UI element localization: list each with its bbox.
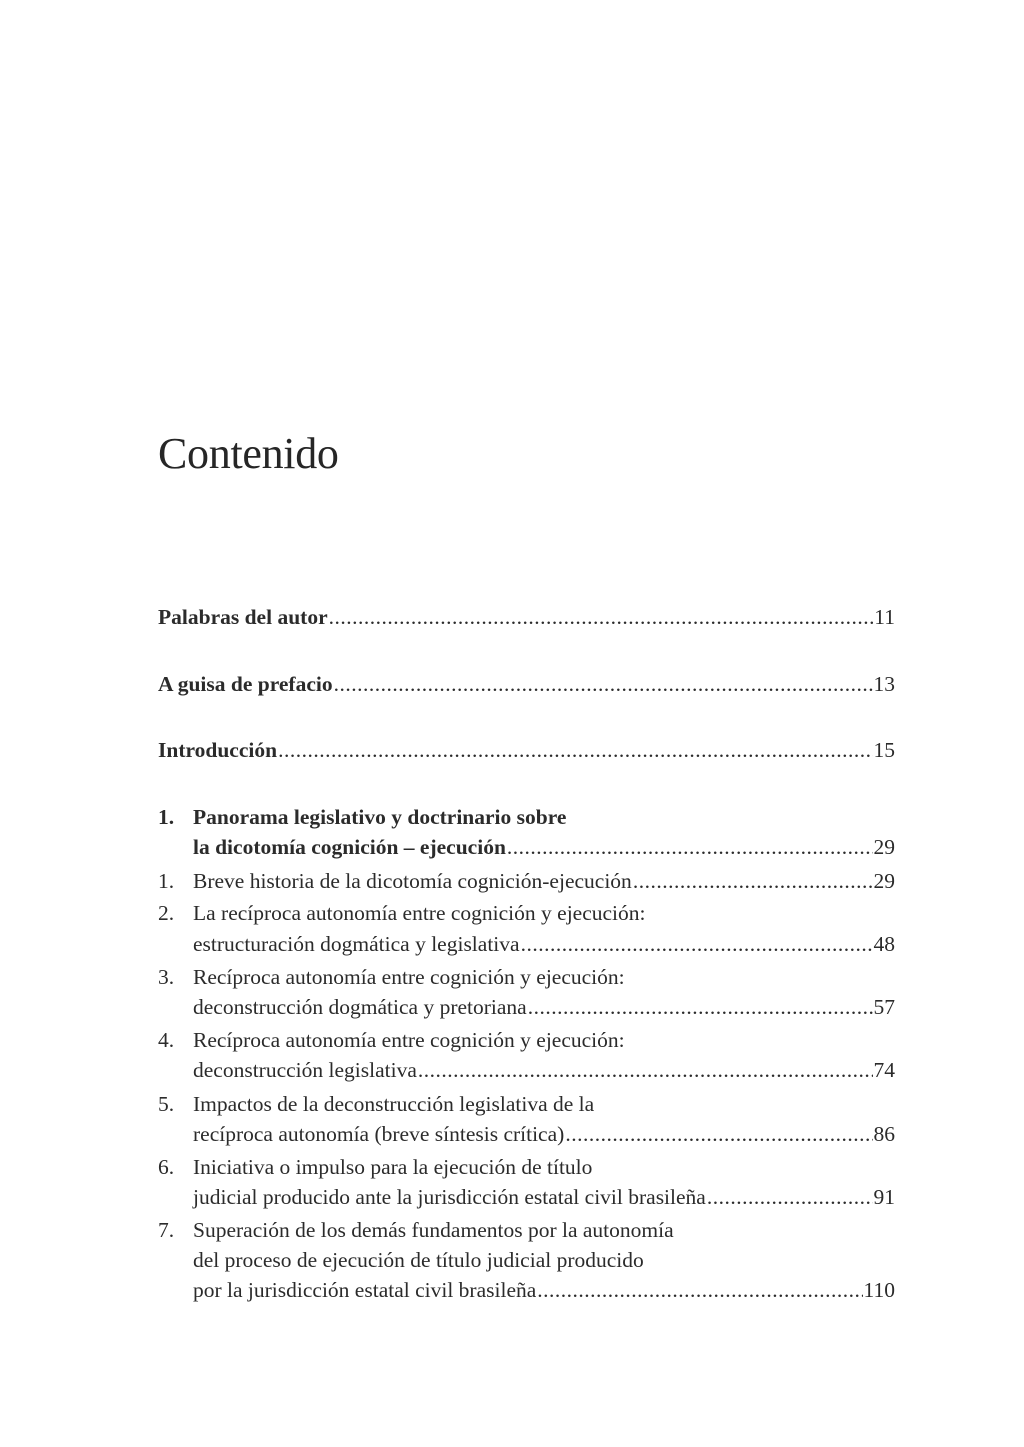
- toc-page-number: 57: [873, 995, 895, 1019]
- section-number: 7.: [158, 1218, 175, 1242]
- dot-leader: [418, 1055, 873, 1085]
- toc-page-number: 110: [863, 1278, 895, 1302]
- section-line: [193, 1275, 895, 1305]
- dot-leader: [537, 1275, 862, 1305]
- section-title-text: Breve historia de la dicotomía cognición-ejecución: [193, 869, 632, 893]
- section-line: [193, 929, 895, 959]
- section-line: [193, 1119, 895, 1149]
- section-title-text: Recíproca autonomía entre cognición y ejecución:: [193, 1028, 625, 1052]
- dot-leader: [334, 669, 873, 699]
- toc-page-number: 11: [874, 605, 895, 629]
- toc-page-number: 29: [873, 835, 895, 859]
- dot-leader: [278, 735, 872, 765]
- section-number: 1.: [158, 869, 175, 893]
- section-line: [193, 1089, 895, 1119]
- dot-leader: [329, 602, 874, 632]
- section-line: [193, 1152, 895, 1182]
- dot-leader: [521, 929, 873, 959]
- dot-leader: [565, 1119, 872, 1149]
- toc-page-number: 86: [873, 1122, 895, 1146]
- chapter-title-line-1: [193, 802, 895, 832]
- dot-leader: [528, 992, 873, 1022]
- page-title: Contenido: [158, 429, 339, 478]
- section-number: 3.: [158, 965, 175, 989]
- section-line: [193, 1182, 895, 1212]
- toc-entry-title: Introducción: [158, 738, 278, 762]
- toc-entry-title: Palabras del autor: [158, 605, 328, 629]
- toc-page-number: 74: [873, 1058, 895, 1082]
- section-title-text: por la jurisdicción estatal civil brasileña: [193, 1278, 537, 1302]
- toc-page-number: 48: [873, 932, 895, 956]
- dot-leader: [707, 1182, 873, 1212]
- section-title-text: recíproca autonomía (breve síntesis crítica): [193, 1122, 565, 1146]
- section-title-text: deconstrucción legislativa: [193, 1058, 417, 1082]
- section-line: [193, 866, 895, 896]
- toc-entry-palabras[interactable]: [158, 602, 895, 632]
- section-title-text: deconstrucción dogmática y pretoriana: [193, 995, 527, 1019]
- chapter-title-text: Panorama legislativo y doctrinario sobre: [193, 805, 567, 829]
- toc-entry-title: A guisa de prefacio: [158, 672, 333, 696]
- section-number: 2.: [158, 901, 175, 925]
- section-title-text: Impactos de la deconstrucción legislativa de la: [193, 1092, 595, 1116]
- section-line: [193, 1025, 895, 1055]
- dot-leader: [633, 866, 873, 896]
- section-line: [193, 1055, 895, 1085]
- toc-entry-prefacio[interactable]: [158, 669, 895, 699]
- section-title-text: Superación de los demás fundamentos por la autonomía: [193, 1218, 674, 1242]
- chapter-title-line-2: [193, 832, 895, 862]
- section-title-text: del proceso de ejecución de título judicial producido: [193, 1248, 644, 1272]
- section-number: 5.: [158, 1092, 175, 1116]
- section-title-text: Iniciativa o impulso para la ejecución de título: [193, 1155, 593, 1179]
- section-title-text: La recíproca autonomía entre cognición y ejecución:: [193, 901, 646, 925]
- section-number: 4.: [158, 1028, 175, 1052]
- dot-leader: [507, 832, 873, 862]
- section-title-text: Recíproca autonomía entre cognición y ejecución:: [193, 965, 625, 989]
- section-line: [193, 898, 895, 928]
- section-number: 6.: [158, 1155, 175, 1179]
- section-title-text: judicial producido ante la jurisdicción estatal civil brasileña: [193, 1185, 706, 1209]
- section-line: [193, 1215, 895, 1245]
- section-title-text: estructuración dogmática y legislativa: [193, 932, 520, 956]
- toc-entry-introduccion[interactable]: [158, 735, 895, 765]
- chapter-number: 1.: [158, 805, 175, 829]
- section-line: [193, 992, 895, 1022]
- toc-page-number: 91: [873, 1185, 895, 1209]
- section-line: [193, 962, 895, 992]
- toc-page-number: 15: [873, 738, 895, 762]
- toc-page-number: 29: [873, 869, 895, 893]
- section-line: [193, 1245, 895, 1275]
- chapter-title-text: la dicotomía cognición – ejecución: [193, 835, 506, 859]
- toc-page-number: 13: [873, 672, 895, 696]
